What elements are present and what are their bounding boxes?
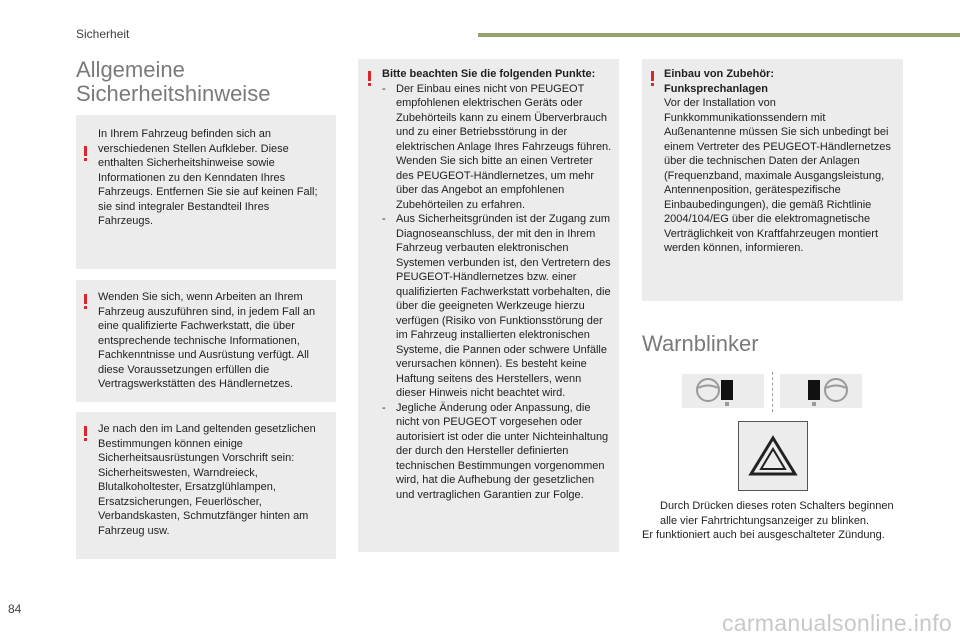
hazard-switch-illustration (738, 421, 808, 491)
info-box-text: Vor der Installation von Funkkommunikationssendern mit Außenantenne müssen Sie sich unbedingt bei einem Vertreter des PEUGEOT-Händlernetzes über die technischen Daten der Anlagen (Frequenzband, maximale Ausgangsleistung, Antennenposition, gerätespezifische Einbaubedingungen), die gemäß Richtlinie 2004/104/EG über die elektromagnetische Verträglichkeit von Kraftfahrzeugen montiert werden können, informieren. (664, 97, 891, 254)
instruction-step (642, 499, 902, 528)
warning-icon (368, 71, 372, 86)
info-box-text: Je nach den im Land geltenden gesetzlichen Bestimmungen können einige Sicherheitsausrüstungen Vorschrift sein: Sicherheitswesten, Warndreieck, Blutalkoholtester, Ersatzglühlampen, Ersatzsicherungen, Feuerlöscher, Verbandskasten, Schmutzfänger hinten am Fahrzeug usw. (98, 423, 316, 537)
info-box-heading: Einbau von Zubehör: (664, 68, 774, 80)
info-box-text: In Ihrem Fahrzeug befinden sich an verschiedenen Stellen Aufkleber. Diese enthalten Sicherheitshinweise sowie Informationen zu den Kenndaten Ihres Fahrzeugs. Entfernen Sie sie auf keinen Fall; sie sind integraler Bestandteil Ihres Fahrzeugs. (98, 128, 318, 227)
info-box-accessories (642, 59, 903, 301)
hazard-triangle-icon (739, 422, 807, 490)
dashboard-right-icon (780, 374, 862, 408)
info-box-text: Wenden Sie sich, wenn Arbeiten an Ihrem Fahrzeug auszuführen sind, in jedem Fall an eine qualifizierte Fachwerkstatt, die über entsprechende technische Informationen, Fachkenntnisse und Ausrüstung verfügt. All diese Voraussetzungen erfüllen die Vertragswerkstätten des Händlernetzes. (98, 291, 316, 390)
warning-icon (84, 426, 88, 441)
watermark: carmanualsonline.info (721, 610, 952, 636)
list-item: - Der Einbau eines nicht von PEUGEOT empfohlenen elektrischen Geräts oder Zubehörteils kann zu einem Überverbrauch und zu einer Betriebsstörung in der elektrischen Anlage Ihres Fahrzeugs führen. Wenden Sie sich bitte an einen Vertreter des PEUGEOT-Händlernetzes, um mehr über das Angebot an empfohlenen Zubehörteilen zu erfahren. (382, 82, 613, 213)
info-box-subheading: Funksprechanlagen (664, 82, 768, 95)
page-number: 84 (8, 602, 22, 616)
info-box-points (358, 59, 619, 552)
header-accent-bar (478, 33, 960, 37)
info-box-stickers (76, 115, 336, 269)
warnblinker-instruction (642, 499, 902, 543)
info-box-equipment (76, 412, 336, 559)
info-box-workshop (76, 280, 336, 402)
list-item: - Jegliche Änderung oder Anpassung, die nicht von PEUGEOT vorgesehen oder autorisiert ist oder die unter Nichteinhaltung der durch den Hersteller definierten technischen Bestimmungen vorgenommen wird, hat die Aufhebung der gesetzlichen und vertraglichen Garantien zur Folge. (382, 401, 613, 503)
step-text: Durch Drücken dieses roten Schalters beginnen alle vier Fahrtrichtungsanzeiger zu blinken. (660, 500, 894, 527)
dashboard-separator (772, 372, 773, 412)
warning-icon (84, 146, 88, 161)
warning-icon (651, 71, 655, 86)
dashboard-left-icon (682, 374, 764, 408)
dashboard-illustration-right (780, 374, 862, 408)
warnblinker-title: Warnblinker (642, 331, 759, 356)
instruction-note: Er funktioniert auch bei ausgeschalteter Zündung. (642, 529, 885, 541)
points-list (382, 82, 613, 503)
section-label: Sicherheit (76, 27, 130, 41)
list-item: - Aus Sicherheitsgründen ist der Zugang zum Diagnoseanschluss, der mit den in Ihrem Fahrzeug verbauten elektronischen Systemen verbunden ist, den Vertretern des PEUGEOT-Händlernetzes bzw. einer qualifizierten Fachwerkstatt vorbehalten, die über die geeigneten Werkzeuge hierzu verfügen (Risiko von Funktionsstörung der im Fahrzeug installierten elektronischen Systeme, die Pannen oder schwere Unfälle verursachen können). Es besteht keine Haftung seitens des Herstellers, wenn dieser Hinweis nicht beachtet wird. (382, 212, 613, 401)
info-box-heading: Bitte beachten Sie die folgenden Punkte: (382, 68, 596, 80)
page-title: Allgemeine Sicherheitshinweise (76, 57, 271, 106)
dashboard-illustration-left (682, 374, 764, 408)
warning-icon (84, 294, 88, 309)
